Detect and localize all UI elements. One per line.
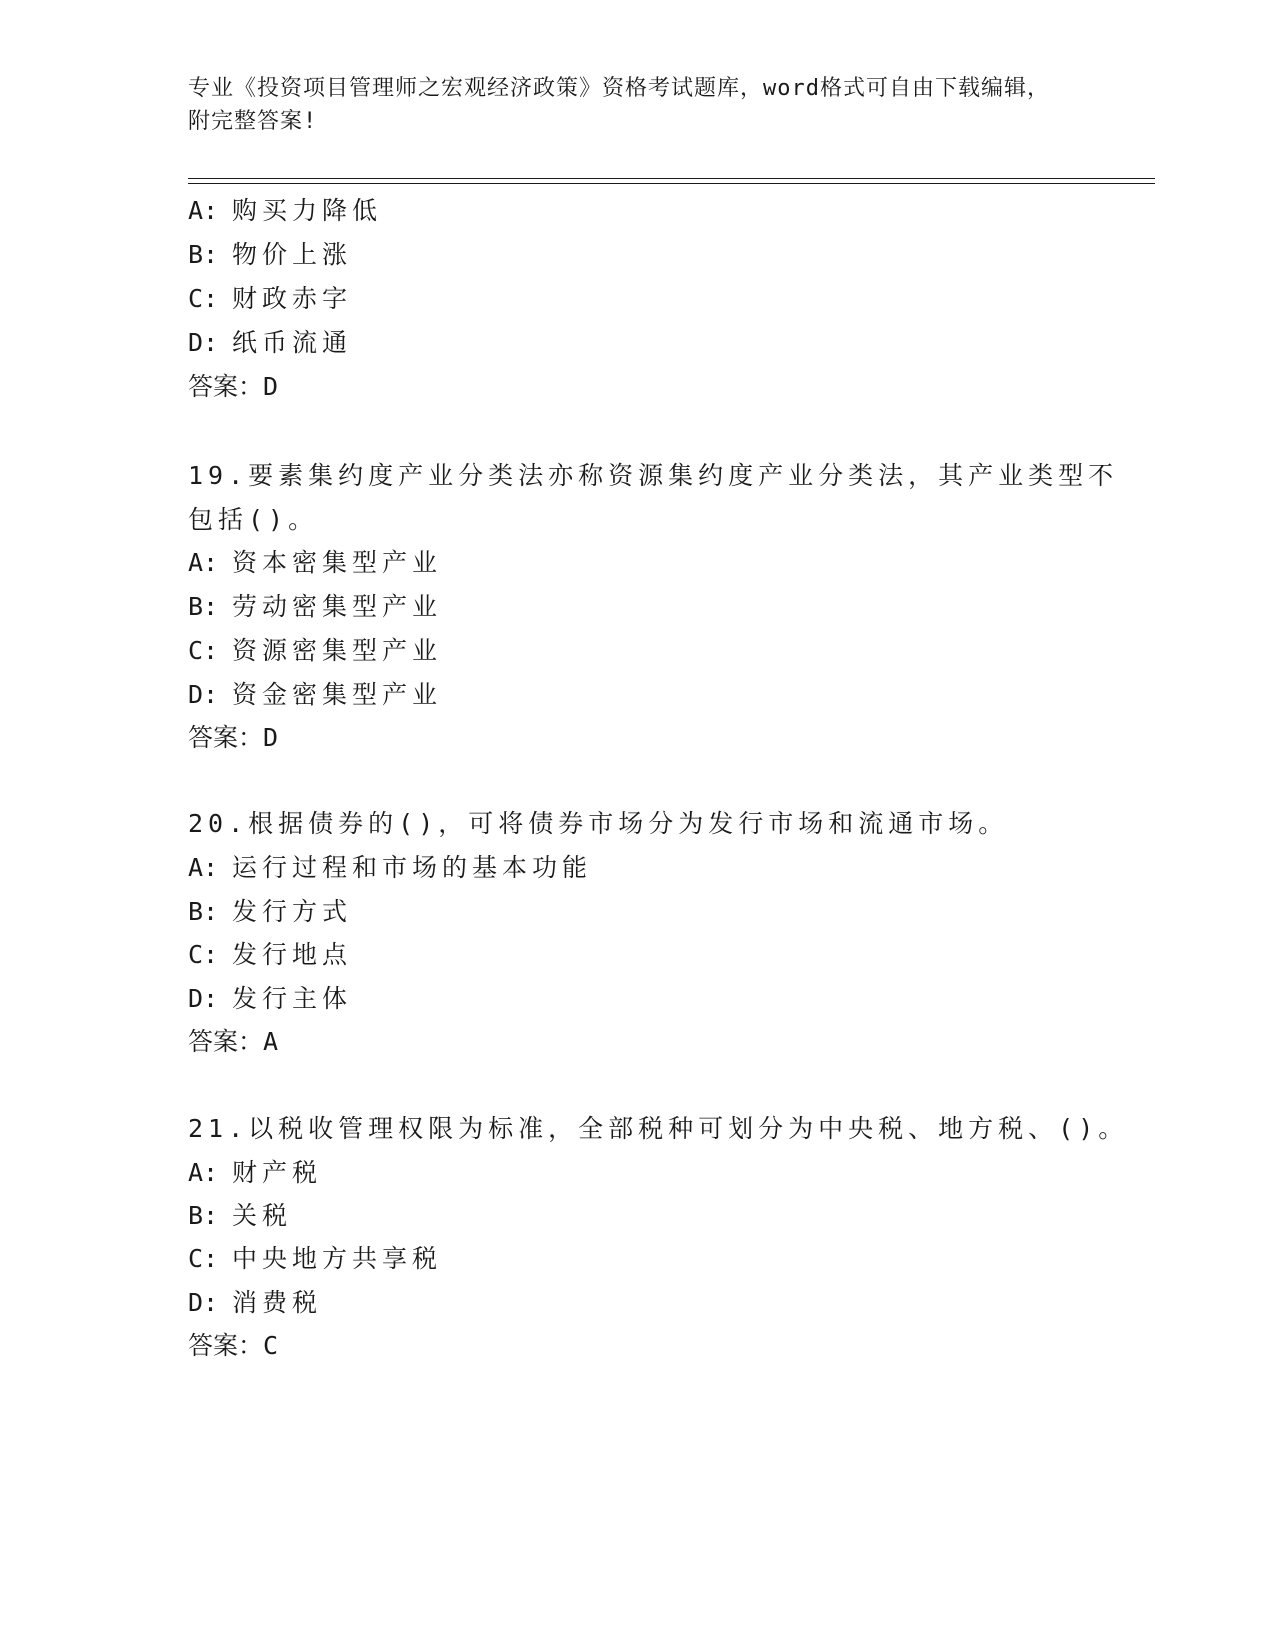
option-letter: C:: [188, 636, 219, 665]
option-text: 物价上涨: [232, 240, 353, 269]
option-text: 资金密集型产业: [232, 680, 443, 709]
question-text: 20.根据债券的()，可将债券市场分为发行市场和流通市场。: [188, 809, 1009, 838]
option-text: 关税: [232, 1201, 293, 1230]
option-letter: A:: [188, 196, 219, 225]
answer-separator: ：: [238, 723, 264, 752]
option-b: [188, 1201, 292, 1231]
option-letter: D:: [188, 328, 219, 357]
document-header: [188, 72, 1068, 138]
option-letter: B:: [188, 897, 219, 926]
header-divider-top: [188, 178, 1155, 179]
option-letter: B:: [188, 592, 219, 621]
option-letter: B:: [188, 1201, 219, 1230]
answer-label: 答案: [188, 372, 239, 401]
header-divider-bottom: [188, 183, 1155, 184]
question-stem: [188, 461, 1118, 491]
option-d: [188, 1288, 322, 1318]
option-text: 财产税: [232, 1158, 323, 1187]
option-letter: D:: [188, 984, 219, 1013]
answer-value: C: [263, 1331, 279, 1360]
option-text: 发行方式: [232, 897, 353, 926]
option-b: [188, 897, 352, 927]
option-letter: C:: [188, 940, 219, 969]
option-c: [188, 1244, 442, 1274]
option-letter: C:: [188, 284, 219, 313]
option-a: [188, 196, 382, 226]
option-text: 发行地点: [232, 940, 353, 969]
option-text: 购买力降低: [232, 196, 383, 225]
option-a: [188, 1158, 322, 1188]
answer-line: [188, 1027, 278, 1057]
option-letter: A:: [188, 1158, 219, 1187]
option-c: [188, 284, 352, 314]
option-a: [188, 853, 592, 883]
option-d: [188, 984, 352, 1014]
answer-label: 答案: [188, 1331, 239, 1360]
option-text: 资本密集型产业: [232, 548, 443, 577]
option-text: 纸币流通: [232, 328, 353, 357]
answer-separator: ：: [238, 1027, 264, 1056]
option-letter: A:: [188, 548, 219, 577]
option-b: [188, 592, 442, 622]
answer-line: [188, 372, 278, 402]
question-stem: [188, 809, 1008, 839]
answer-label: 答案: [188, 723, 239, 752]
option-text: 发行主体: [232, 984, 353, 1013]
option-text: 资源密集型产业: [232, 636, 443, 665]
option-a: [188, 548, 442, 578]
question-text: 19.要素集约度产业分类法亦称资源集约度产业分类法，其产业类型不: [188, 461, 1119, 490]
option-letter: B:: [188, 240, 219, 269]
option-text: 运行过程和市场的基本功能: [232, 853, 593, 882]
question-stem: [188, 1114, 1128, 1144]
question-stem-continued: [188, 505, 318, 535]
option-text: 财政赤字: [232, 284, 353, 313]
option-d: [188, 680, 442, 710]
option-text: 消费税: [232, 1288, 323, 1317]
answer-separator: ：: [238, 1331, 264, 1360]
option-text: 中央地方共享税: [232, 1244, 443, 1273]
answer-value: A: [263, 1027, 279, 1056]
option-letter: C:: [188, 1244, 219, 1273]
answer-label: 答案: [188, 1027, 239, 1056]
option-b: [188, 240, 352, 270]
option-d: [188, 328, 352, 358]
option-letter: D:: [188, 1288, 219, 1317]
option-letter: A:: [188, 853, 219, 882]
question-text: 21.以税收管理权限为标准，全部税种可划分为中央税、地方税、()。: [188, 1114, 1129, 1143]
header-text: 专业《投资项目管理师之宏观经济政策》资格考试题库，word格式可自由下载编辑，附完整答案!: [188, 76, 1050, 134]
answer-value: D: [263, 372, 279, 401]
option-c: [188, 636, 442, 666]
answer-separator: ：: [238, 372, 264, 401]
answer-line: [188, 1331, 278, 1361]
option-letter: D:: [188, 680, 219, 709]
option-text: 劳动密集型产业: [232, 592, 443, 621]
option-c: [188, 940, 352, 970]
answer-line: [188, 723, 278, 753]
answer-value: D: [263, 723, 279, 752]
question-text: 包括()。: [188, 505, 319, 534]
